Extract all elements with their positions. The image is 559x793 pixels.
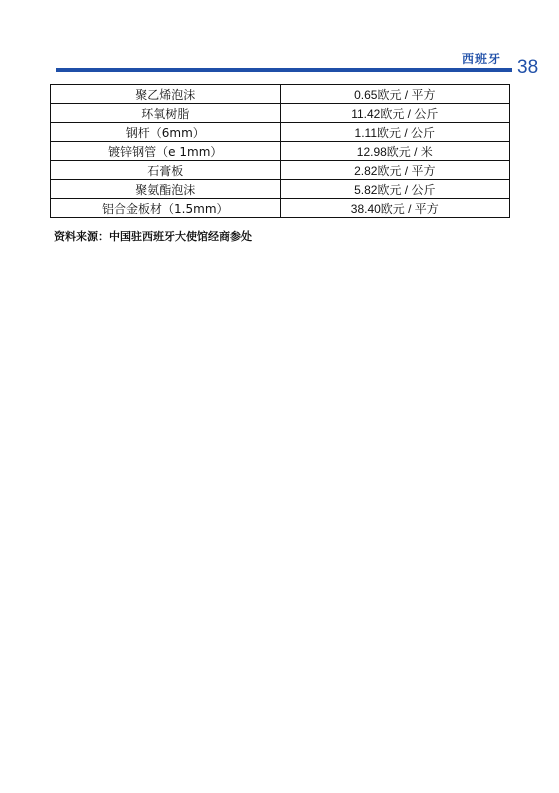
price-cell: 0.65欧元 / 平方	[280, 85, 509, 104]
table-row	[51, 180, 510, 199]
header-accent-bar	[56, 68, 512, 72]
material-cell: 镀锌钢管（e 1mm）	[51, 142, 281, 161]
header-country-label: 西班牙	[462, 52, 502, 66]
table-row	[51, 123, 510, 142]
material-cell: 铝合金板材（1.5mm）	[51, 199, 281, 218]
material-cell: 聚乙烯泡沫	[51, 85, 281, 104]
material-cell: 钢杆（6mm）	[51, 123, 281, 142]
table-row	[51, 142, 510, 161]
price-cell: 5.82欧元 / 公斤	[280, 180, 509, 199]
table-row	[51, 85, 510, 104]
material-cell: 石膏板	[51, 161, 281, 180]
material-cell: 聚氨酯泡沫	[51, 180, 281, 199]
material-cell: 环氧树脂	[51, 104, 281, 123]
price-cell: 12.98欧元 / 米	[280, 142, 509, 161]
price-cell: 1.11欧元 / 公斤	[280, 123, 509, 142]
table-row	[51, 104, 510, 123]
material-price-table	[50, 84, 510, 218]
price-cell: 11.42欧元 / 公斤	[280, 104, 509, 123]
price-cell: 38.40欧元 / 平方	[280, 199, 509, 218]
table-row	[51, 161, 510, 180]
price-cell: 2.82欧元 / 平方	[280, 161, 509, 180]
source-note: 资料来源：中国驻西班牙大使馆经商参处	[54, 230, 252, 243]
page-number: 38	[517, 57, 539, 78]
table-row	[51, 199, 510, 218]
